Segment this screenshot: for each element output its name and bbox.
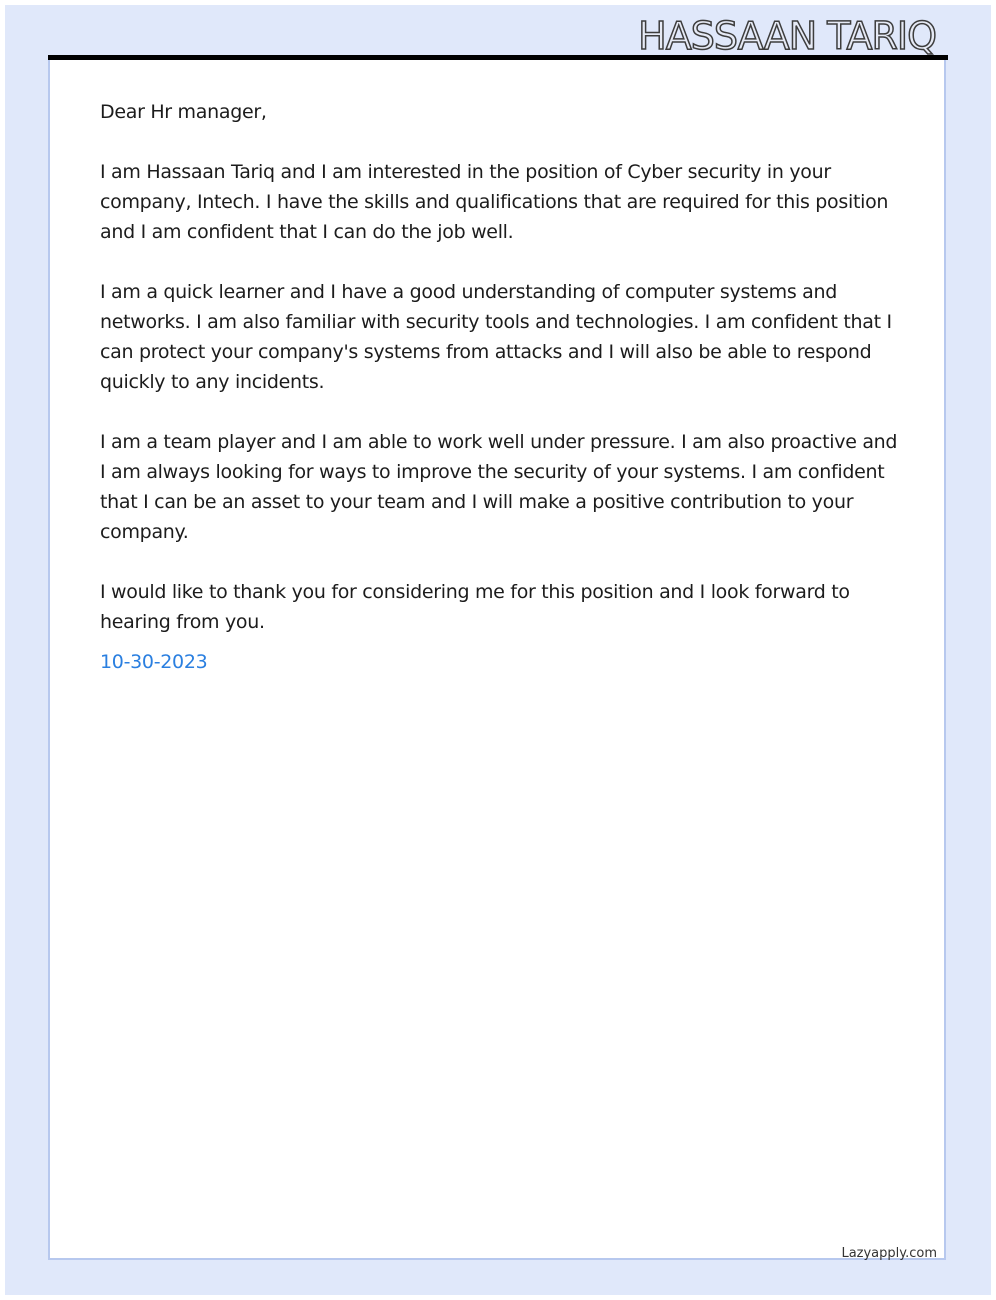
salutation: Dear Hr manager, xyxy=(100,101,267,123)
letter-body xyxy=(100,97,900,707)
letter-date: 10-30-2023 xyxy=(100,651,208,673)
paragraph-intro: I am Hassaan Tariq and I am interested in the position of Cyber security in your company, Intech. I have the skills and qualifications that are required for this position and I am confident that I can do the job well. xyxy=(100,161,889,243)
paragraph-skills: I am a quick learner and I have a good understanding of computer systems and networks. I am also familiar with security tools and technologies. I am confident that I can protect your company's systems from attacks and I will also be able to respond quickly to any incidents. xyxy=(100,281,892,393)
footer-brand: Lazyapply.com xyxy=(841,1246,937,1261)
paragraph-closing: I would like to thank you for considering me for this position and I look forward to hearing from you. xyxy=(100,581,850,633)
applicant-name: HASSAAN TARIQ xyxy=(638,14,936,58)
paragraph-teamwork: I am a team player and I am able to work well under pressure. I am also proactive and I am always looking for ways to improve the security of your systems. I am confident that I can be an asset to your team and I will make a positive contribution to your company. xyxy=(100,431,898,543)
